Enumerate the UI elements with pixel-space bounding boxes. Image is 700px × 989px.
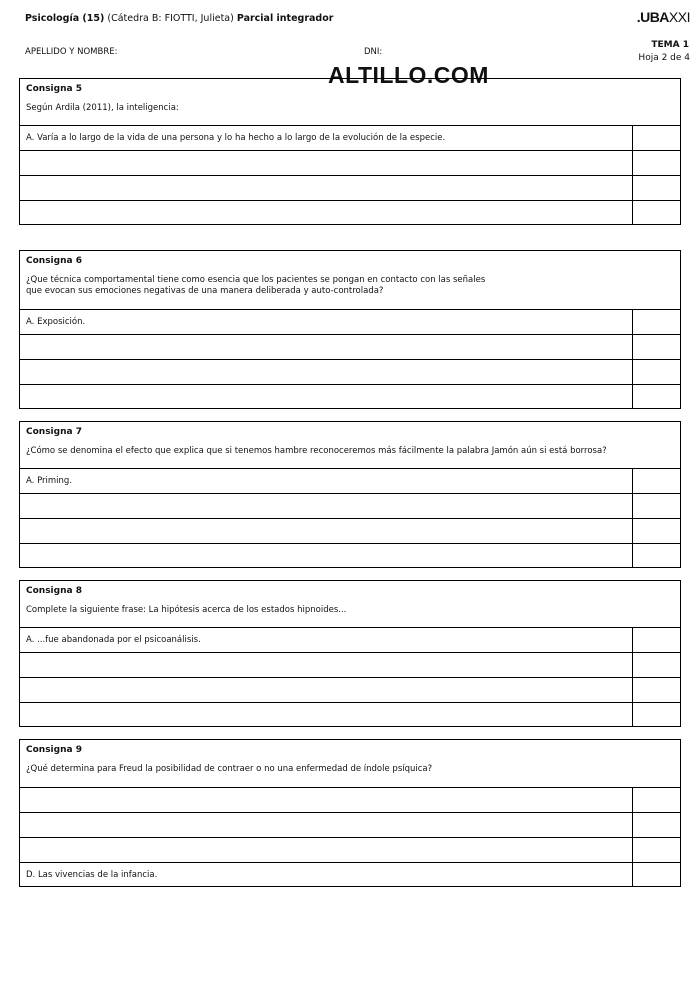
- uba-xxi-logo: [637, 9, 690, 25]
- option-text: [20, 813, 633, 837]
- logo-suffix: XXI: [668, 9, 690, 25]
- answer-row[interactable]: [20, 787, 680, 812]
- consigna-6-box: [19, 250, 681, 409]
- answer-checkbox[interactable]: [633, 360, 680, 384]
- option-text: [20, 176, 633, 200]
- option-text: [20, 151, 633, 175]
- answer-checkbox[interactable]: [633, 544, 680, 568]
- answer-row[interactable]: [20, 677, 680, 702]
- answer-row[interactable]: [20, 543, 680, 568]
- consigna-8-box: [19, 580, 681, 727]
- answer-row[interactable]: [20, 200, 680, 225]
- answer-row[interactable]: [20, 812, 680, 837]
- consigna-5-box: [19, 78, 681, 225]
- answer-row[interactable]: [20, 518, 680, 543]
- option-text: [20, 360, 633, 384]
- option-text: [20, 519, 633, 543]
- course-name: Psicología (15): [25, 13, 105, 24]
- consigna-question: Complete la siguiente frase: La hipótesis acerca de los estados hipnoides...: [26, 605, 347, 615]
- consigna-title: Consigna 9: [26, 745, 82, 755]
- option-text: A. Exposición.: [20, 310, 633, 334]
- logo-main: .UBA: [636, 9, 669, 25]
- consigna-title: Consigna 8: [26, 586, 82, 596]
- consigna-question: Según Ardila (2011), la inteligencia:: [26, 103, 179, 113]
- consigna-question: ¿Qué determina para Freud la posibilidad de contraer o no una enfermedad de índole psíquica?: [26, 764, 433, 774]
- answer-checkbox[interactable]: [633, 788, 680, 812]
- option-text: A. Varía a lo largo de la vida de una persona y lo ha hecho a lo largo de la evolución de la especie.: [20, 126, 633, 150]
- answer-row[interactable]: [20, 837, 680, 862]
- answer-checkbox[interactable]: [633, 678, 680, 702]
- answer-checkbox[interactable]: [633, 703, 680, 727]
- answer-row[interactable]: [20, 702, 680, 727]
- answer-row[interactable]: [20, 627, 680, 652]
- answer-row[interactable]: [20, 309, 680, 334]
- answer-row[interactable]: [20, 125, 680, 150]
- answer-row[interactable]: [20, 384, 680, 409]
- answer-row[interactable]: [20, 652, 680, 677]
- option-text: [20, 703, 633, 727]
- answer-row[interactable]: [20, 493, 680, 518]
- answer-checkbox[interactable]: [633, 151, 680, 175]
- exam-header-title: [25, 13, 333, 24]
- option-text: [20, 788, 633, 812]
- answer-checkbox[interactable]: [633, 310, 680, 334]
- consigna-question: ¿Que técnica comportamental tiene como esencia que los pacientes se pongan en contacto con las señales que evocan sus emociones negativas de una manera deliberada y auto-controlada?: [26, 275, 486, 297]
- answer-row[interactable]: [20, 175, 680, 200]
- option-text: A. Priming.: [20, 469, 633, 493]
- consigna-title: Consigna 6: [26, 256, 82, 266]
- answer-checkbox[interactable]: [633, 628, 680, 652]
- option-text: [20, 494, 633, 518]
- answer-checkbox[interactable]: [633, 126, 680, 150]
- tema-label: TEMA 1: [651, 40, 689, 50]
- exam-name: Parcial integrador: [236, 13, 334, 24]
- option-text: [20, 201, 633, 225]
- answer-checkbox[interactable]: [633, 176, 680, 200]
- answer-checkbox[interactable]: [633, 813, 680, 837]
- option-text: [20, 385, 633, 409]
- option-text: [20, 678, 633, 702]
- option-text: [20, 838, 633, 862]
- consigna-question: ¿Cómo se denomina el efecto que explica que si tenemos hambre reconoceremos más fácilmente la palabra Jamón aún si está borrosa?: [26, 446, 607, 456]
- consigna-title: Consigna 5: [26, 84, 82, 94]
- option-text: D. Las vivencias de la infancia.: [20, 863, 633, 887]
- consigna-9-box: [19, 739, 681, 887]
- answer-checkbox[interactable]: [633, 469, 680, 493]
- answer-row[interactable]: [20, 468, 680, 493]
- consigna-title: Consigna 7: [26, 427, 82, 437]
- answer-checkbox[interactable]: [633, 494, 680, 518]
- consigna-7-box: [19, 421, 681, 568]
- option-text: [20, 544, 633, 568]
- answer-checkbox[interactable]: [633, 653, 680, 677]
- option-text: [20, 653, 633, 677]
- answer-checkbox[interactable]: [633, 201, 680, 225]
- answer-row[interactable]: [20, 862, 680, 887]
- answer-checkbox[interactable]: [633, 335, 680, 359]
- page-number: Hoja 2 de 4: [638, 53, 690, 63]
- answer-checkbox[interactable]: [633, 385, 680, 409]
- answer-row[interactable]: [20, 359, 680, 384]
- option-text: [20, 335, 633, 359]
- dni-label: DNI:: [364, 47, 383, 57]
- option-text: A. ...fue abandonada por el psicoanálisis.: [20, 628, 633, 652]
- name-label: APELLIDO Y NOMBRE:: [25, 47, 118, 57]
- answer-row[interactable]: [20, 150, 680, 175]
- answer-checkbox[interactable]: [633, 838, 680, 862]
- chair-name: (Cátedra B: FIOTTI, Julieta): [107, 13, 234, 24]
- watermark: ALTILLO.COM: [328, 62, 489, 88]
- answer-checkbox[interactable]: [633, 863, 680, 887]
- answer-row[interactable]: [20, 334, 680, 359]
- answer-checkbox[interactable]: [633, 519, 680, 543]
